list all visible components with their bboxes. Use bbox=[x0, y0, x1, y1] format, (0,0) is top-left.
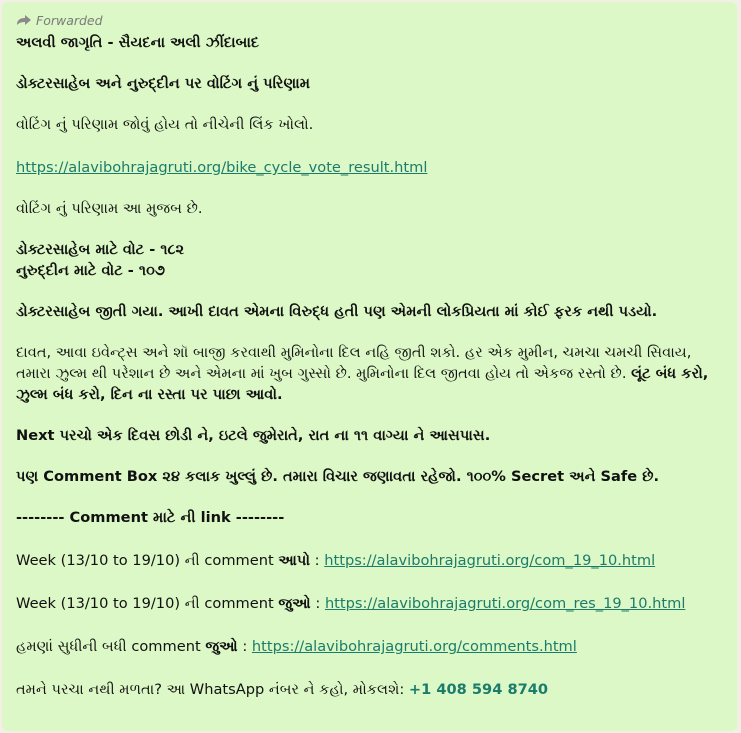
whatsapp-number[interactable]: +1 408 594 8740 bbox=[408, 681, 549, 698]
all-comments-pre: હમણાં સુધીની બધી comment bbox=[16, 638, 201, 655]
whatsapp-line bbox=[16, 679, 725, 700]
comment-divider: -------- Comment માટે ની link -------- bbox=[16, 509, 285, 526]
appeal-text: દાવત, આવા ઇવેન્ટ્સ અને શૉ બાજી કરવાથી મુમિનોના દિલ નહિ જીતી શકો. હર એક મુમીન, ચમચા ચમચી સિવાય, તમારા ઝુલ્મ થી પરેશાન છે અને એમના માં ખુબ ગુસ્સો છે. મુમિનોના દિલ જીતવા હોય તો એકજ રસ્તો છે. bbox=[16, 344, 692, 382]
whatsapp-text: તમને પરચા નથી મળતા? આ WhatsApp નંબર ને કહો, મોકલશે: bbox=[16, 681, 405, 698]
week-give-line bbox=[16, 550, 725, 571]
appeal-paragraph bbox=[16, 342, 725, 405]
intro-text: વોટિંગ નું પરિણામ જોવું હોય તો નીચેની લિંક ખોલો. bbox=[16, 116, 314, 133]
week-give-link[interactable]: https://alavibohrajagruti.org/com_19_10.html bbox=[324, 552, 656, 569]
appeal-bold: લૂંટ બંધ કરો, ઝુલ્મ બંધ કરો, દિન ના રસ્તા પર પાછા આવો. bbox=[16, 365, 709, 403]
votes-doctor: ડોક્ટરસાહેબ માટે વોટ - ૧૮૨ bbox=[16, 241, 185, 258]
forwarded-indicator bbox=[16, 12, 725, 28]
week-view-sep: : bbox=[310, 595, 325, 612]
week-give-bold: આપો bbox=[278, 552, 311, 569]
week-view-pre: Week (13/10 to 19/10) ની comment bbox=[16, 595, 274, 612]
next-announcement: Next પરચો એક દિવસ છોડી ને, ઇટલે જુમેરાતે, રાત ના ૧૧ વાગ્યા ને આસપાસ. bbox=[16, 427, 491, 444]
result-link[interactable]: https://alavibohrajagruti.org/bike_cycle_vote_result.html bbox=[16, 159, 428, 176]
result-intro: વોટિંગ નું પરિણામ આ મુજબ છે. bbox=[16, 200, 203, 217]
week-give-sep: : bbox=[310, 552, 325, 569]
comment-box-note: પણ Comment Box ૨૪ કલાક ખુલ્લું છે. તમારા વિચાર જણાવતા રહેજો. ૧૦૦% Secret અને Safe છે. bbox=[16, 468, 660, 485]
forwarded-label: Forwarded bbox=[36, 12, 103, 28]
week-view-bold: જુઓ bbox=[278, 595, 311, 612]
all-comments-sep: : bbox=[237, 638, 252, 655]
all-comments-line bbox=[16, 636, 725, 657]
message-bubble[interactable] bbox=[2, 2, 737, 731]
message-title: અલવી જાગૃતિ - સૈયદના અલી ઝીંદાબાદ bbox=[16, 34, 260, 51]
week-give-pre: Week (13/10 to 19/10) ની comment bbox=[16, 552, 274, 569]
all-comments-link[interactable]: https://alavibohrajagruti.org/comments.html bbox=[251, 638, 577, 655]
votes-nuruddin: નુરુદ્દીન માટે વોટ - ૧૦૭ bbox=[16, 262, 165, 279]
result-summary: ડોક્ટરસાહેબ જીતી ગયા. આખી દાવત એમના વિરુદ્ધ હતી પણ એમની લોકપ્રિયતા માં કોઈ ફરક નથી પડયો. bbox=[16, 303, 658, 320]
week-view-link[interactable]: https://alavibohrajagruti.org/com_res_19_10.html bbox=[324, 595, 686, 612]
forward-arrow-icon bbox=[16, 14, 32, 26]
message-heading: ડોક્ટરસાહેબ અને નુરુદ્દીન પર વોટિંગ નું પરિણામ bbox=[16, 75, 311, 92]
week-view-line bbox=[16, 593, 725, 614]
all-comments-bold: જુઓ bbox=[205, 638, 238, 655]
